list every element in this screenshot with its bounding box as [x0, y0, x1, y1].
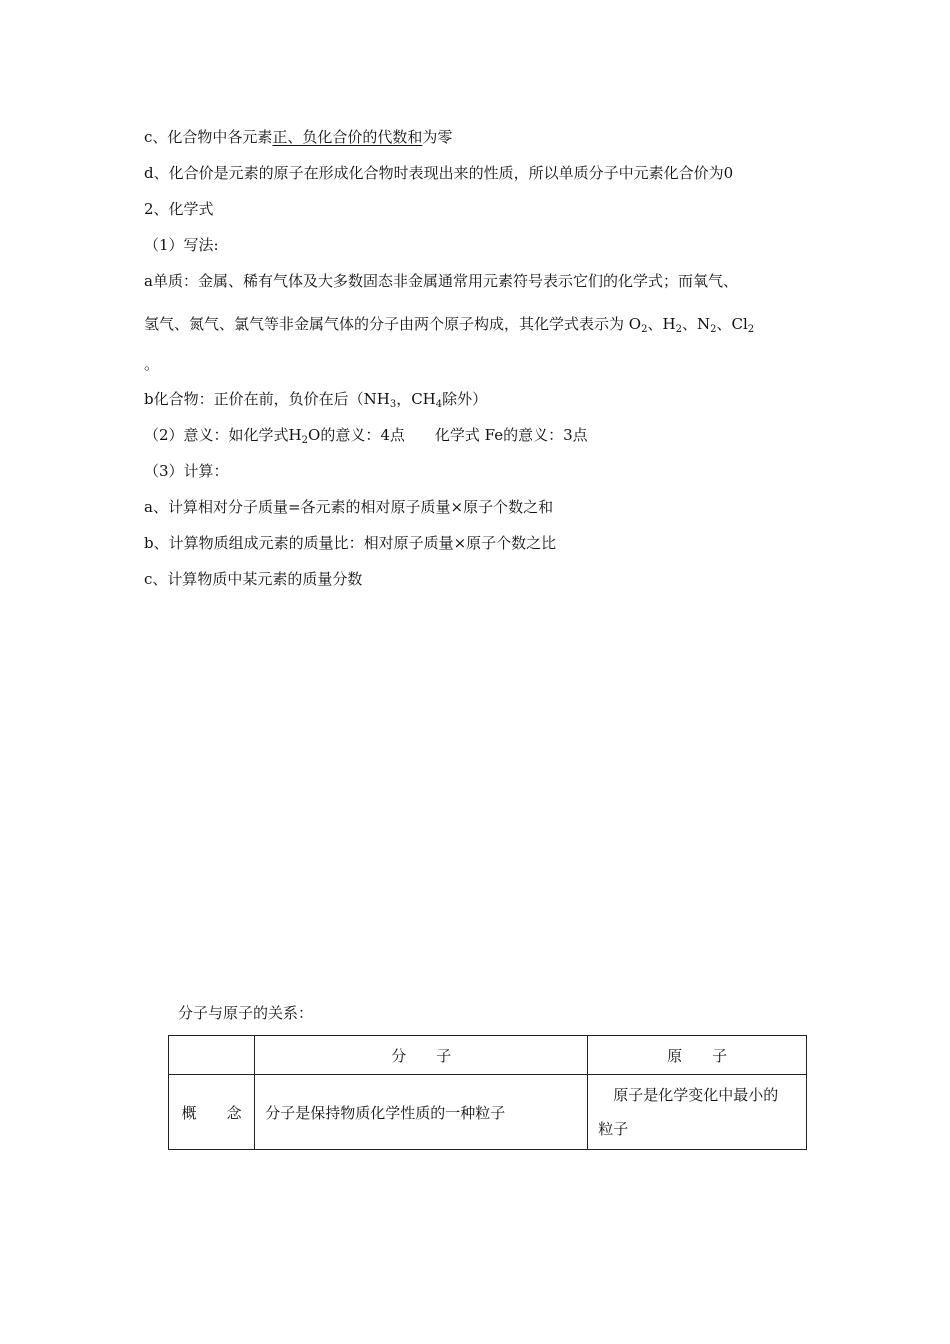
text-c-underlined: 正、负化合价的代数和	[272, 128, 423, 146]
header-cell-atom: 原 子	[588, 1036, 807, 1075]
table-header-row	[169, 1036, 807, 1075]
text-c-suffix: 为零	[422, 128, 453, 146]
formula-h2: $H_2$	[662, 315, 682, 335]
line-d-valence-property: d、化合价是元素的原子在形成化合物时表现出来的性质，所以单质分子中元素化合价为0	[144, 164, 734, 182]
line-a-element-1: a单质：金属、稀有气体及大多数固态非金属通常用元素符号表示它们的化学式；而氧气、	[144, 272, 738, 290]
table-caption: 分子与原子的关系：	[178, 1004, 314, 1022]
text-c-prefix: c、化合物中各元素	[144, 128, 273, 146]
line-calc-a: a、计算相对分子质量=各元素的相对原子质量×原子个数之和	[144, 498, 554, 516]
molecule-atom-table	[168, 1035, 807, 1150]
cell-atom-concept	[588, 1075, 807, 1150]
atom-concept-line-1: 原子是化学变化中最小的	[598, 1086, 779, 1104]
table-row	[169, 1075, 807, 1150]
line-a-element-2: 氢气、氮气、氯气等非金属气体的分子由两个原子构成，其化学式表示为 $O_2$、$H_2$、$N_2$、$Cl_2$	[144, 315, 755, 335]
formula-cl2: $Cl_2$	[731, 315, 755, 335]
formula-n2: $N_2$	[696, 315, 717, 335]
line-calc-c: c、计算物质中某元素的质量分数	[144, 570, 363, 588]
line-b-compound: b化合物：正价在前，负价在后（$NH_3$，$CH_4$除外）	[144, 390, 488, 410]
row-label-concept: 概 念	[169, 1075, 255, 1150]
header-cell-molecule: 分 子	[255, 1036, 588, 1075]
line-writing-method: （1）写法:	[144, 236, 219, 254]
line-c-valence-sum	[144, 127, 452, 147]
line-calculation: （3）计算：	[144, 462, 229, 480]
text-fe-meaning: 化学式 Fe的意义：3点	[434, 426, 588, 444]
section-heading-formula: 2、化学式	[144, 200, 214, 218]
text-a2-prefix: 氢气、氮气、氯气等非金属气体的分子由两个原子构成，其化学式表示为	[144, 315, 625, 333]
line-calc-b: b、计算物质组成元素的质量比：相对原子质量×原子个数之比	[144, 534, 557, 552]
cell-molecule-concept: 分子是保持物质化学性质的一种粒子	[255, 1075, 588, 1150]
atom-concept-line-2: 粒子	[598, 1120, 629, 1138]
line-meaning: （2）意义：如化学式$H_2O$的意义：4点 化学式 Fe的意义：3点	[144, 426, 588, 446]
line-a-period: 。	[144, 355, 160, 373]
formula-o2: $O_2$	[628, 315, 648, 335]
header-cell-empty	[169, 1036, 255, 1075]
